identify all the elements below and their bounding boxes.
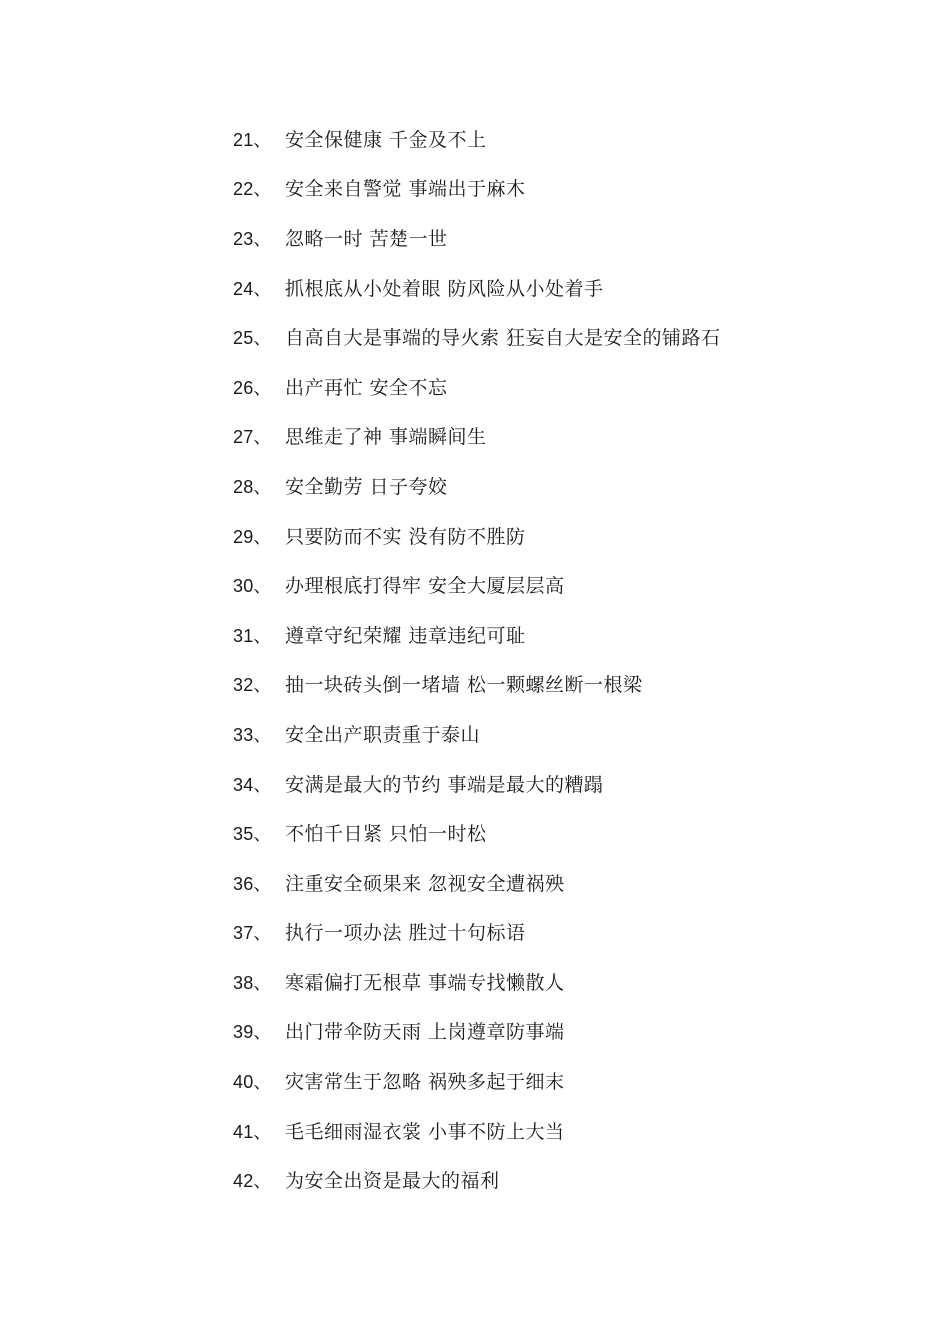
list-item	[233, 1008, 721, 1058]
item-number: 22、	[233, 179, 272, 200]
list-item	[233, 214, 721, 264]
item-text: 安全出产职责重于泰山	[285, 723, 481, 746]
item-text: 毛毛细雨湿衣裳 小事不防上大当	[285, 1120, 565, 1143]
item-text: 抽一块砖头倒一堵墙 松一颗螺丝断一根梁	[285, 674, 643, 697]
list-item	[233, 958, 721, 1008]
item-text: 抓根底从小处着眼 防风险从小处着手	[285, 277, 604, 300]
item-number: 23、	[233, 228, 272, 249]
item-number: 35、	[233, 824, 272, 845]
item-text: 安全来自警觉 事端出于麻木	[285, 178, 526, 201]
item-text: 出产再忙 安全不忘	[285, 376, 448, 399]
list-item	[233, 661, 721, 711]
item-text: 忽略一时 苦楚一世	[285, 227, 448, 250]
item-number: 27、	[233, 427, 272, 448]
item-text: 安全保健康 千金及不上	[285, 128, 487, 151]
item-text: 遵章守纪荣耀 违章违纪可耻	[285, 624, 526, 647]
item-number: 31、	[233, 625, 272, 646]
item-number: 39、	[233, 1022, 272, 1043]
item-number: 33、	[233, 724, 272, 745]
item-text: 安全勤劳 日子夸姣	[285, 475, 448, 498]
list-item	[233, 909, 721, 959]
list-item	[233, 809, 721, 859]
item-text: 思维走了神 事端瞬间生	[285, 426, 487, 449]
item-number: 37、	[233, 923, 272, 944]
item-number: 26、	[233, 377, 272, 398]
item-text: 灾害常生于忽略 祸殃多起于细末	[285, 1071, 565, 1094]
item-text: 出门带伞防天雨 上岗遵章防事端	[285, 1021, 565, 1044]
list-item	[233, 1057, 721, 1107]
item-number: 36、	[233, 873, 272, 894]
item-number: 29、	[233, 526, 272, 547]
item-number: 32、	[233, 675, 272, 696]
list-item	[233, 413, 721, 463]
list-item	[233, 561, 721, 611]
item-number: 21、	[233, 129, 272, 150]
item-text: 寒霜偏打无根草 事端专找懒散人	[285, 971, 565, 994]
item-number: 30、	[233, 576, 272, 597]
list-item	[233, 1107, 721, 1157]
item-number: 38、	[233, 972, 272, 993]
item-number: 42、	[233, 1171, 272, 1192]
list-item	[233, 760, 721, 810]
list-item	[233, 462, 721, 512]
list-item	[233, 1156, 721, 1206]
list-item	[233, 165, 721, 215]
list-item	[233, 115, 721, 165]
item-number: 24、	[233, 278, 272, 299]
item-number: 28、	[233, 476, 272, 497]
list-item	[233, 512, 721, 562]
item-text: 注重安全硕果来 忽视安全遭祸殃	[285, 872, 565, 895]
list-item	[233, 313, 721, 363]
list-item	[233, 363, 721, 413]
item-text: 不怕千日紧 只怕一时松	[285, 823, 487, 846]
list-item	[233, 264, 721, 314]
item-number: 41、	[233, 1121, 272, 1142]
list-item	[233, 710, 721, 760]
slogan-list	[233, 115, 721, 1206]
item-text: 执行一项办法 胜过十句标语	[285, 922, 526, 945]
item-number: 40、	[233, 1072, 272, 1093]
item-text: 安满是最大的节约 事端是最大的糟蹋	[285, 773, 604, 796]
item-number: 25、	[233, 328, 272, 349]
list-item	[233, 611, 721, 661]
item-text: 办理根底打得牢 安全大厦层层高	[285, 575, 565, 598]
item-text: 只要防而不实 没有防不胜防	[285, 525, 526, 548]
item-text: 自高自大是事端的导火索 狂妄自大是安全的铺路石	[285, 327, 721, 350]
item-text: 为安全出资是最大的福利	[285, 1170, 500, 1193]
item-number: 34、	[233, 774, 272, 795]
list-item	[233, 859, 721, 909]
